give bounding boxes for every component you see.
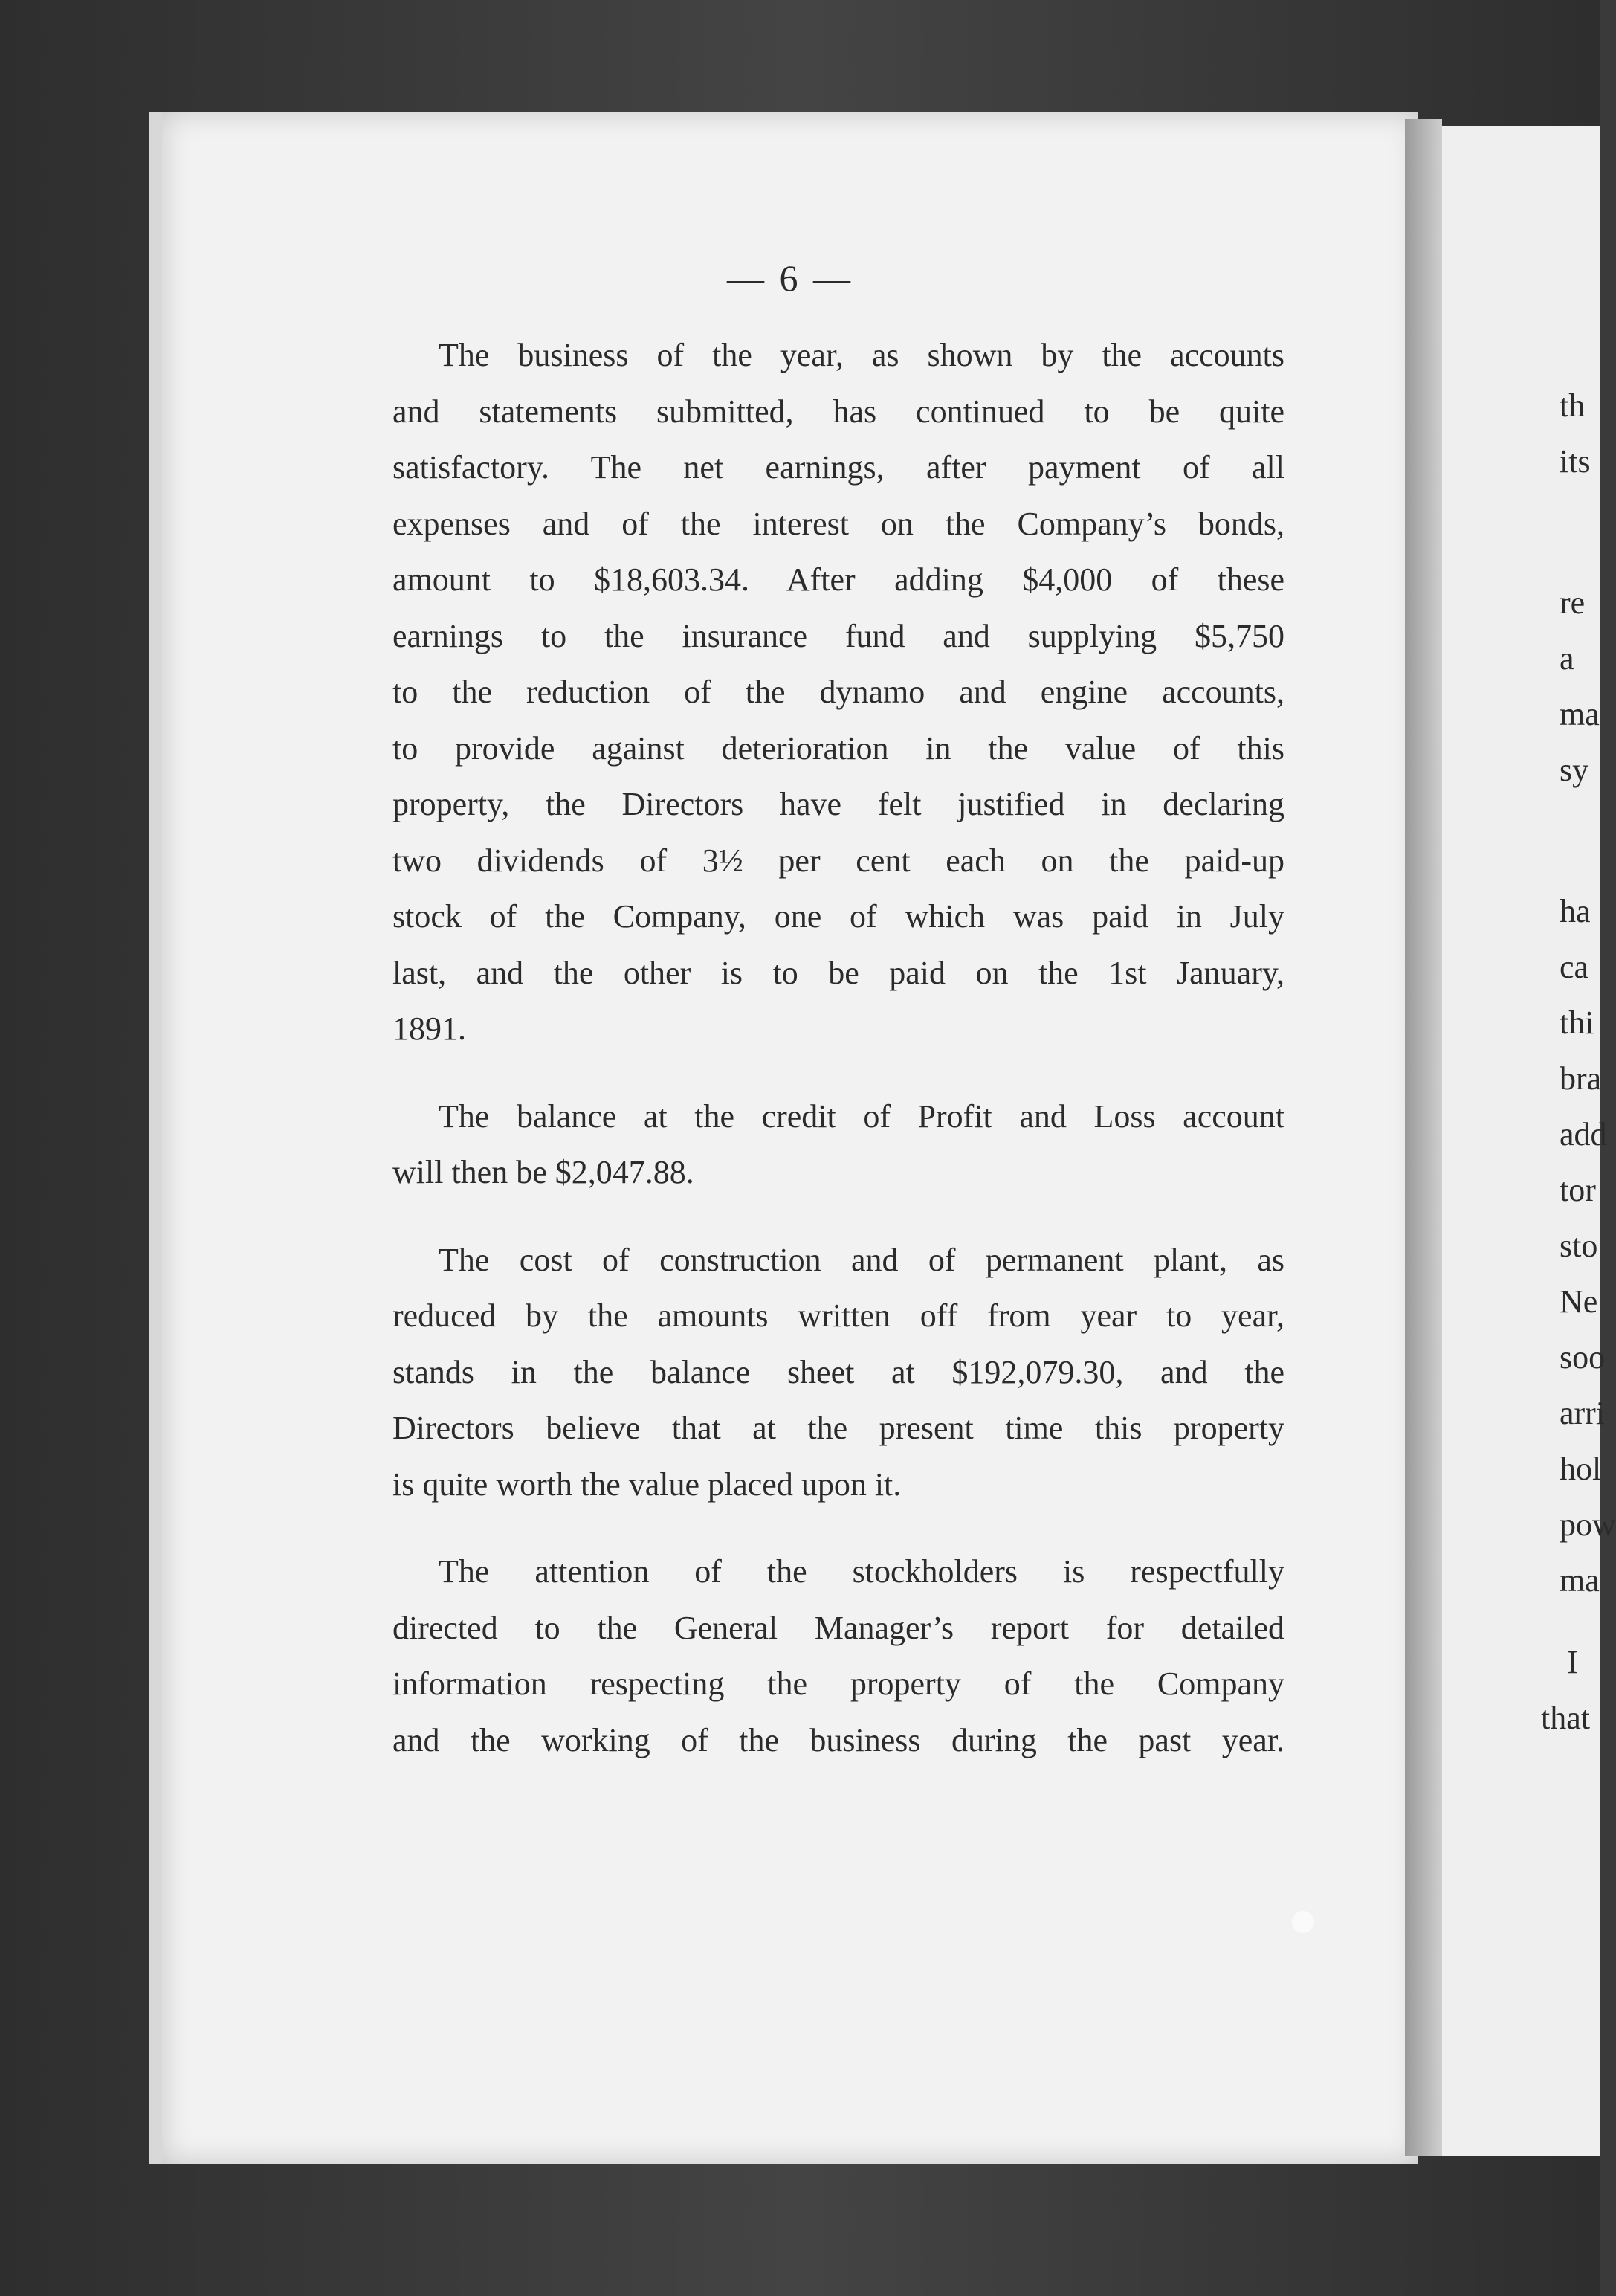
fragment: sto (1560, 1228, 1598, 1264)
fragment: a (1560, 640, 1574, 677)
text-line: to provide against deterioration in the value of this (392, 729, 1284, 767)
fragment: ma (1560, 696, 1600, 732)
text-line: two dividends of 3½ per cent each on the paid-up (392, 842, 1284, 879)
fragment: arri (1560, 1395, 1606, 1431)
text-line: is quite worth the value placed upon it. (392, 1465, 902, 1503)
fragment: thi (1560, 1004, 1594, 1041)
paragraph-business (392, 327, 1284, 1057)
text-line: information respecting the property of the Company (392, 1665, 1284, 1702)
left-page (149, 112, 1418, 2164)
fragment: I (1567, 1644, 1578, 1680)
text-line: Directors believe that at the present time this property (392, 1410, 1284, 1446)
body-text (392, 327, 1284, 1799)
fragment: ma (1560, 1562, 1600, 1599)
paragraph-construction-cost (392, 1232, 1284, 1513)
text-line: stands in the balance sheet at $192,079.30, and the (392, 1353, 1284, 1390)
text-line: The cost of construction and of permanent plant, as (439, 1241, 1284, 1278)
page-number: — 6 — (727, 257, 853, 299)
text-line: The balance at the credit of Profit and Loss account (439, 1097, 1284, 1135)
text-line: directed to the General Manager’s report for detailed (392, 1609, 1284, 1646)
paper-speck (1292, 1911, 1314, 1933)
fragment: ca (1560, 949, 1589, 985)
fragment: its (1560, 443, 1591, 480)
fragment: re (1560, 584, 1586, 621)
fragment: add (1560, 1116, 1607, 1152)
fragment: hol (1560, 1451, 1602, 1487)
text-line: will then be $2,047.88. (392, 1154, 694, 1190)
text-line: property, the Directors have felt justified in declaring (392, 786, 1284, 822)
fragment: soo (1560, 1339, 1606, 1376)
fragment: ha (1560, 893, 1591, 929)
text-line: expenses and of the interest on the Company’s bonds, (392, 505, 1284, 542)
fragment: bra (1560, 1060, 1602, 1097)
text-line: to the reduction of the dynamo and engine accounts, (392, 674, 1284, 710)
paragraph-balance (392, 1089, 1284, 1201)
fragment: sy (1560, 752, 1589, 788)
text-line: The business of the year, as shown by the accounts (439, 337, 1284, 373)
text-line: reduced by the amounts written off from year to year, (392, 1297, 1284, 1334)
fragment: th (1560, 387, 1586, 424)
text-line: and statements submitted, has continued to be quite (392, 393, 1284, 430)
text-line: earnings to the insurance fund and supplying $5,750 (392, 617, 1284, 654)
text-line: The attention of the stockholders is respectfully (439, 1553, 1284, 1590)
fragment: Ne (1560, 1283, 1598, 1320)
text-line: stock of the Company, one of which was paid in July (392, 898, 1284, 935)
fragment: pow (1560, 1506, 1616, 1543)
paragraph-attention (392, 1544, 1284, 1768)
fragment: tor (1560, 1172, 1596, 1208)
fragment: that (1541, 1700, 1590, 1736)
text-line: and the working of the business during the past year. (392, 1721, 1284, 1758)
text-line: 1891. (392, 1010, 466, 1047)
text-line: satisfactory. The net earnings, after payment of all (392, 449, 1284, 486)
book-gutter (1405, 119, 1442, 2156)
text-line: last, and the other is to be paid on the 1st January, (392, 954, 1284, 991)
text-line: amount to $18,603.34. After adding $4,000 of these (392, 561, 1284, 598)
